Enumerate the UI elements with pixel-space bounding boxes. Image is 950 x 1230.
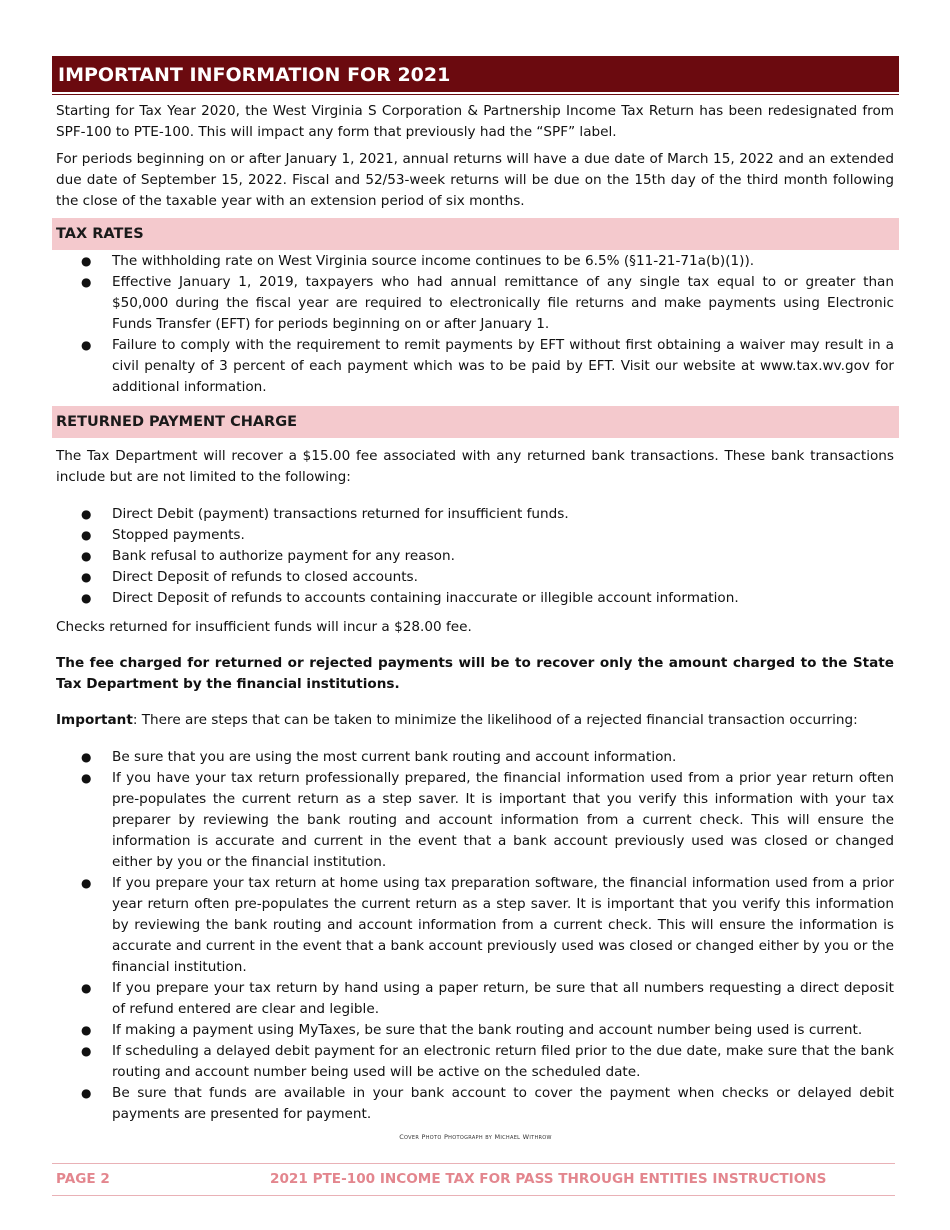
footer-title: 2021 PTE-100 INCOME TAX FOR PASS THROUGH ENTITIES INSTRUCTIONS: [270, 1171, 827, 1187]
bullet-dot-icon: ●: [81, 1086, 92, 1100]
important-label: Important: [56, 712, 133, 728]
important-text: : There are steps that can be taken to minimize the likelihood of a rejected financial transaction occurring:: [132, 712, 858, 728]
list-item-text: Direct Debit (payment) transactions returned for insufficient funds.: [112, 506, 569, 522]
fee-note: The fee charged for returned or rejected payments will be to recover only the amount charged to the State Tax Department by the financial institutions.: [56, 655, 894, 692]
bullet-dot-icon: ●: [81, 750, 92, 764]
list-item-text: Bank refusal to authorize payment for any reason.: [112, 548, 455, 564]
bullet-dot-icon: ●: [81, 254, 92, 268]
list-item: [52, 873, 899, 978]
page-content: [52, 56, 899, 1141]
bullet-dot-icon: ●: [81, 1044, 92, 1058]
intro-paragraph-1: Starting for Tax Year 2020, the West Virginia S Corporation & Partnership Income Tax Return has been redesignated from SPF-100 to PTE-100. This will impact any form that previously had the “SPF” label.: [56, 103, 894, 140]
page-title: IMPORTANT INFORMATION FOR 2021: [52, 56, 899, 94]
bullet-dot-icon: ●: [81, 275, 92, 289]
list-item-text: If you prepare your tax return by hand using a paper return, be sure that all numbers requesting a direct deposit of refund entered are clear and legible.: [112, 980, 894, 1017]
list-item: [52, 251, 899, 272]
list-item: [52, 747, 899, 768]
list-item-text: Failure to comply with the requirement to remit payments by EFT without first obtaining a waiver may result in a civil penalty of 3 percent of each payment which was to be paid by EFT. Visit our website at www.tax.wv.gov for additional information.: [112, 337, 894, 395]
list-item: [52, 978, 899, 1020]
bullet-dot-icon: ●: [81, 528, 92, 542]
bullet-dot-icon: ●: [81, 771, 92, 785]
bullet-dot-icon: ●: [81, 981, 92, 995]
page-footer: [52, 1163, 895, 1196]
list-item: [52, 567, 899, 588]
bullet-dot-icon: ●: [81, 338, 92, 352]
list-item-text: Direct Deposit of refunds to accounts containing inaccurate or illegible account information.: [112, 590, 739, 606]
prevention-steps-list: [52, 747, 899, 1125]
bullet-dot-icon: ●: [81, 876, 92, 890]
bullet-dot-icon: ●: [81, 549, 92, 563]
list-item-text: Stopped payments.: [112, 527, 245, 543]
list-item-text: If making a payment using MyTaxes, be sure that the bank routing and account number being used is current.: [112, 1022, 863, 1038]
section-heading-tax-rates: TAX RATES: [52, 218, 899, 250]
list-item-text: Direct Deposit of refunds to closed accounts.: [112, 569, 418, 585]
important-note: [52, 710, 899, 731]
list-item-text: Be sure that funds are available in your bank account to cover the payment when checks or delayed debit payments are presented for payment.: [112, 1085, 894, 1122]
cover-photo-credit: Cover Photo Photograph by Michael Withrow: [399, 1133, 552, 1141]
returned-transactions-list: [52, 504, 899, 609]
page-number: PAGE 2: [56, 1171, 110, 1187]
list-item: [52, 546, 899, 567]
list-item-text: If you have your tax return professionally prepared, the financial information used from a prior year return often pre-populates the current return as a step saver. It is important that you verify this information with your tax preparer by reviewing the bank routing and account information from a current check. This will ensure the information is accurate and current in the event that a bank account previously used was closed or changed either by you or the financial institution.: [112, 770, 894, 870]
list-item: [52, 335, 899, 398]
list-item-text: The withholding rate on West Virginia source income continues to be 6.5% (§11-21-71a(b)(1)).: [112, 253, 755, 269]
bullet-dot-icon: ●: [81, 1023, 92, 1037]
list-item: [52, 272, 899, 335]
list-item-text: If scheduling a delayed debit payment for an electronic return filed prior to the due date, make sure that the bank routing and account number being used will be active on the scheduled date.: [112, 1043, 894, 1080]
list-item: [52, 504, 899, 525]
section-heading-returned-payment: RETURNED PAYMENT CHARGE: [52, 406, 899, 438]
bullet-dot-icon: ●: [81, 507, 92, 521]
bullet-dot-icon: ●: [81, 570, 92, 584]
intro-paragraph-2: For periods beginning on or after January 1, 2021, annual returns will have a due date of March 15, 2022 and an extended due date of September 15, 2022. Fiscal and 52/53-week returns will be due on the 15th day of the third month following the close of the taxable year with an extension period of six months.: [56, 151, 894, 209]
list-item: [52, 1083, 899, 1125]
bullet-dot-icon: ●: [81, 591, 92, 605]
list-item-text: Effective January 1, 2019, taxpayers who had annual remittance of any single tax equal to or greater than $50,000 during the fiscal year are required to electronically file returns and make payments using Electronic Funds Transfer (EFT) for periods beginning on or after January 1.: [112, 274, 894, 332]
list-item: [52, 588, 899, 609]
list-item: [52, 1020, 899, 1041]
list-item-text: Be sure that you are using the most current bank routing and account information.: [112, 749, 677, 765]
list-item: [52, 768, 899, 873]
list-item: [52, 1041, 899, 1083]
checks-returned-note: Checks returned for insufficient funds will incur a $28.00 fee.: [56, 619, 472, 635]
returned-payment-intro: The Tax Department will recover a $15.00 fee associated with any returned bank transactions. These bank transactions include but are not limited to the following:: [56, 448, 894, 485]
list-item-text: If you prepare your tax return at home using tax preparation software, the financial information used from a prior year return often pre-populates the current return as a step saver. It is important that you verify this information by reviewing the bank routing and account information from a current check. This will ensure the information is accurate and current in the event that a bank account previously used was closed or changed either by you or the financial institution.: [112, 875, 894, 975]
list-item: [52, 525, 899, 546]
tax-rates-list: [52, 251, 899, 398]
